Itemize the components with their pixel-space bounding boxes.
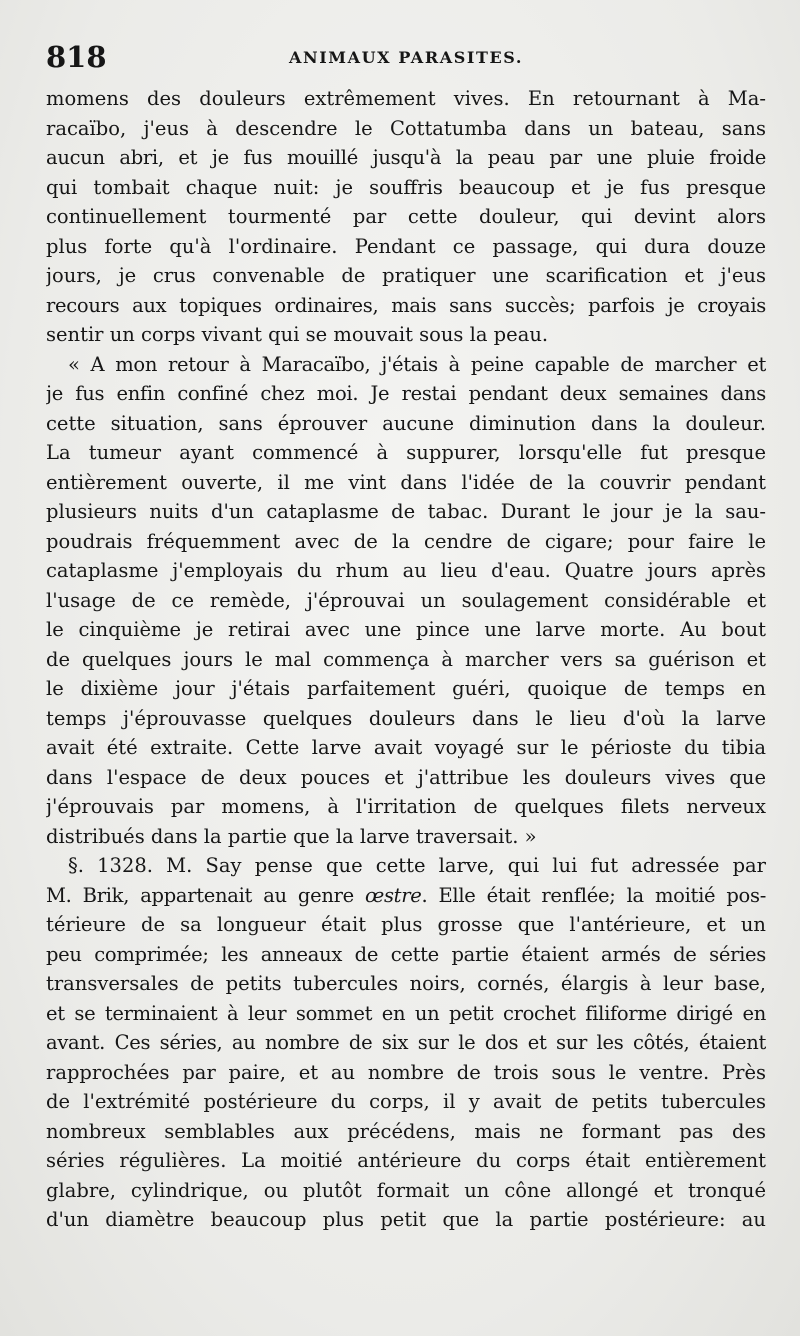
text-line — [46, 468, 766, 498]
text-run: séries régulières. La moitié antérieure du corps était entièrement — [46, 1149, 766, 1172]
text-line — [46, 1028, 766, 1058]
text-run: térieure de sa longueur était plus grosse que l'antérieure, et un — [46, 913, 766, 936]
text-line — [46, 1087, 766, 1117]
text-run: poudrais fréquemment avec de la cendre de cigare; pour faire le — [46, 529, 766, 553]
text-run: momens des douleurs extrêmement vives. En retournant à Ma- — [46, 87, 766, 110]
text-run: sentir un corps vivant qui se mouvait sous la peau. — [46, 323, 549, 346]
text-line — [46, 143, 766, 173]
text-run: qui tombait chaque nuit: je souffris beaucoup et je fus presque — [46, 175, 766, 199]
text-run: M. Brik, appartenait au genre — [46, 883, 365, 907]
text-line — [46, 704, 766, 734]
text-run: le cinquième je retirai avec une pince une larve morte. Au bout — [46, 618, 766, 641]
text-line — [46, 586, 766, 616]
text-run: racaïbo, j'eus à descendre le Cottatumba dans un bateau, sans — [46, 116, 766, 140]
text-run: jours, je crus convenable de pratiquer une scarification et j'eus — [46, 264, 766, 287]
text-run: « A mon retour à Maracaïbo, j'étais à peine capable de marcher et — [68, 352, 766, 376]
page-number: 818 — [46, 40, 107, 74]
text-run: dans l'espace de deux pouces et j'attribue les douleurs vives que — [46, 765, 766, 789]
text-line — [46, 733, 766, 763]
text-run: de l'extrémité postérieure du corps, il y avait de petits tubercules — [46, 1090, 766, 1113]
text-line — [46, 792, 766, 822]
text-line — [46, 232, 766, 262]
text-line — [46, 940, 766, 970]
text-run: distribués dans la partie que la larve traversait. » — [46, 824, 537, 848]
text-line — [46, 674, 766, 704]
text-line — [46, 615, 766, 645]
text-line — [46, 409, 766, 439]
text-run: glabre, cylindrique, ou plutôt formait un cône allongé et tronqué — [46, 1178, 766, 1202]
text-run: le dixième jour j'étais parfaitement guéri, quoique de temps en — [46, 677, 766, 700]
text-line — [46, 969, 766, 999]
text-line — [46, 350, 766, 380]
text-line — [46, 763, 766, 793]
text-run: rapprochées par paire, et au nombre de trois sous le ventre. Près — [46, 1060, 766, 1084]
text-line — [46, 556, 766, 586]
text-run: avait été extraite. Cette larve avait voyagé sur le périoste du tibia — [46, 736, 766, 759]
text-run: j'éprouvais par momens, à l'irritation de quelques filets nerveux — [46, 795, 766, 818]
italic-term: œstre — [364, 883, 422, 907]
text-line — [46, 291, 766, 321]
text-line — [46, 1176, 766, 1206]
text-line — [46, 173, 766, 203]
text-run: transversales de petits tubercules noirs, cornés, élargis à leur base, — [46, 972, 766, 995]
text-line — [46, 1146, 766, 1176]
text-line — [46, 202, 766, 232]
text-line — [46, 261, 766, 291]
text-run: continuellement tourmenté par cette douleur, qui devint alors — [46, 205, 766, 228]
text-run: peu comprimée; les anneaux de cette partie étaient armés de séries — [46, 942, 766, 966]
text-run: l'usage de ce remède, j'éprouvai un soulagement considérable et — [46, 588, 766, 612]
text-run: entièrement ouverte, il me vint dans l'idée de la couvrir pendant — [46, 470, 766, 494]
text-run: recours aux topiques ordinaires, mais sans succès; parfois je croyais — [46, 293, 766, 317]
text-run: plus forte qu'à l'ordinaire. Pendant ce passage, qui dura douze — [46, 234, 766, 258]
text-run: cataplasme j'employais du rhum au lieu d'eau. Quatre jours après — [46, 559, 766, 582]
text-run: . Elle était renflée; la moitié pos- — [421, 883, 766, 907]
text-line — [46, 645, 766, 675]
text-line — [46, 881, 766, 911]
text-line — [46, 84, 766, 114]
body-text — [46, 84, 766, 1235]
text-line — [46, 1205, 766, 1235]
text-run: temps j'éprouvasse quelques douleurs dans le lieu d'où la larve — [46, 706, 766, 730]
text-run: La tumeur ayant commencé à suppurer, lorsqu'elle fut presque — [46, 441, 766, 464]
page-header — [46, 40, 766, 80]
text-line — [46, 851, 766, 881]
text-line — [46, 822, 766, 852]
text-run: cette situation, sans éprouver aucune diminution dans la douleur. — [46, 411, 766, 435]
text-line — [46, 999, 766, 1029]
text-run: avant. Ces séries, au nombre de six sur le dos et sur les côtés, étaient — [46, 1031, 766, 1054]
text-run: §. 1328. M. Say pense que cette larve, qui lui fut adressée par — [68, 854, 766, 877]
text-line — [46, 497, 766, 527]
text-run: je fus enfin confiné chez moi. Je restai pendant deux semaines dans — [46, 382, 766, 405]
text-run: et se terminaient à leur sommet en un petit crochet filiforme dirigé en — [46, 1001, 766, 1025]
text-line — [46, 114, 766, 144]
text-run: de quelques jours le mal commença à marcher vers sa guérison et — [46, 647, 766, 671]
text-run: nombreux semblables aux précédens, mais ne formant pas des — [46, 1119, 766, 1143]
text-run: plusieurs nuits d'un cataplasme de tabac. Durant le jour je la sau- — [46, 500, 766, 523]
text-line — [46, 1117, 766, 1147]
text-line — [46, 910, 766, 940]
text-run: d'un diamètre beaucoup plus petit que la partie postérieure: au — [46, 1208, 766, 1231]
text-run: aucun abri, et je fus mouillé jusqu'à la peau par une pluie froide — [46, 146, 766, 169]
text-line — [46, 527, 766, 557]
running-title: ANIMAUX PARASITES. — [288, 48, 524, 67]
text-line — [46, 320, 766, 350]
text-line — [46, 438, 766, 468]
text-line — [46, 379, 766, 409]
text-line — [46, 1058, 766, 1088]
